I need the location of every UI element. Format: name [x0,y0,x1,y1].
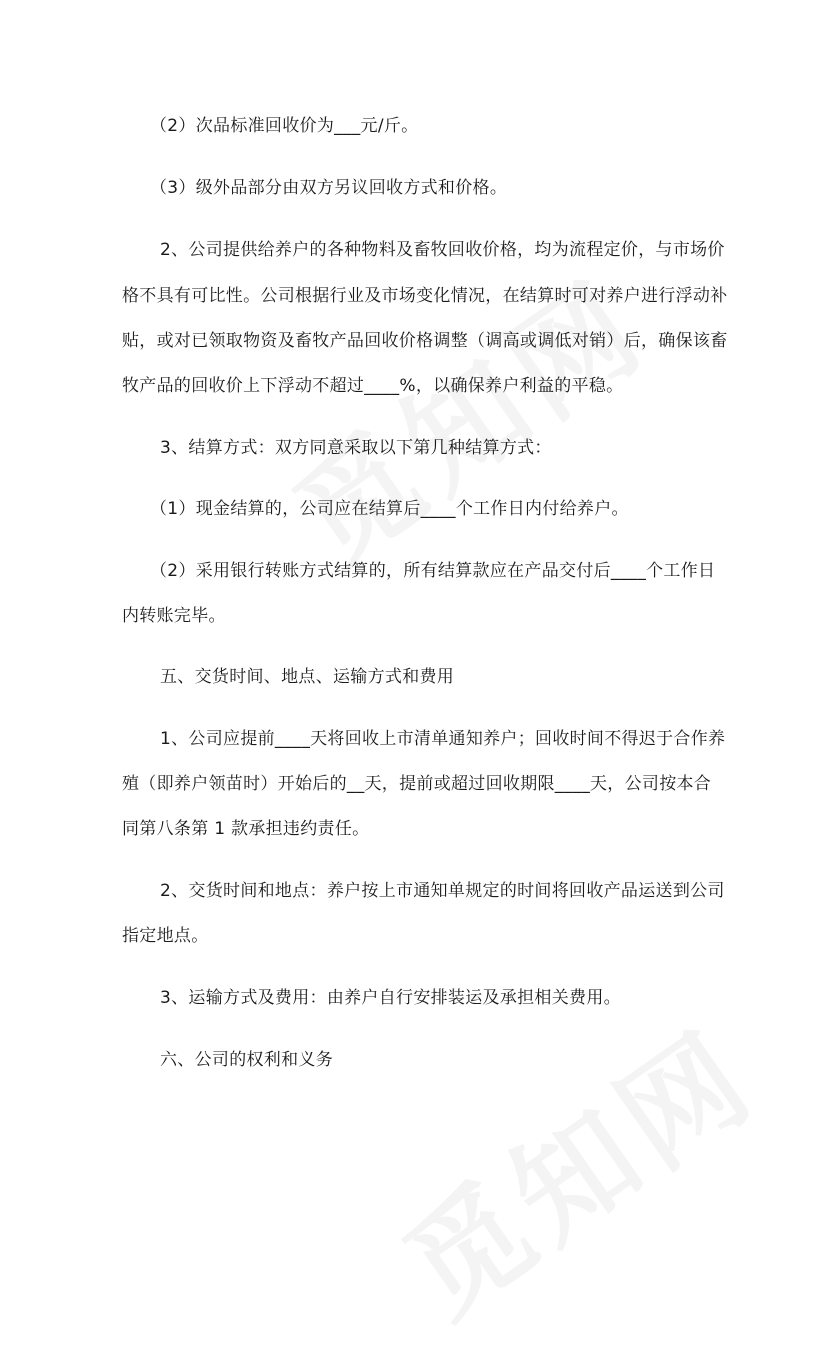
paragraph-line: （3）级外品部分由双方另议回收方式和价格。 [150,178,508,198]
paragraph-line: （1）现金结算的，公司应在结算后____个工作日内付给养户。 [150,499,629,519]
paragraph-line: 内转账完毕。 [122,606,226,626]
paragraph-line: 3、运输方式及费用：由养户自行安排装运及承担相关费用。 [160,988,621,1008]
paragraph-line: 3、结算方式：双方同意采取以下第几种结算方式： [160,438,552,458]
paragraph-line: 格不具有可比性。公司根据行业及市场变化情况，在结算时可对养户进行浮动补 [122,286,728,306]
paragraph-line: 殖（即养户领苗时）开始后的__天，提前或超过回收期限____天，公司按本合 [122,774,712,794]
section-heading: 五、交货时间、地点、运输方式和费用 [160,667,455,687]
paragraph-line: 贴，或对已领取物资及畜牧产品回收价格调整（调高或调低对销）后，确保该畜 [122,331,728,351]
section-heading: 六、公司的权利和义务 [160,1050,333,1070]
paragraph-line: （2）次品标准回收价为___元/斤。 [150,116,419,136]
paragraph-line: 1、公司应提前____天将回收上市清单通知养户；回收时间不得迟于合作养 [160,729,726,749]
paragraph-line: 2、交货时间和地点：养户按上市通知单规定的时间将回收产品运送到公司 [160,881,725,901]
paragraph-line: （2）采用银行转账方式结算的，所有结算款应在产品交付后____个工作日 [150,561,716,581]
paragraph-line: 牧产品的回收价上下浮动不超过____%，以确保养户利益的平稳。 [122,376,624,396]
paragraph-line: 同第八条第 1 款承担违约责任。 [122,819,370,839]
paragraph-line: 2、公司提供给养户的各种物料及畜牧回收价格，均为流程定价，与市场价 [160,240,725,260]
paragraph-line: 指定地点。 [122,926,209,946]
watermark [366,984,784,1348]
